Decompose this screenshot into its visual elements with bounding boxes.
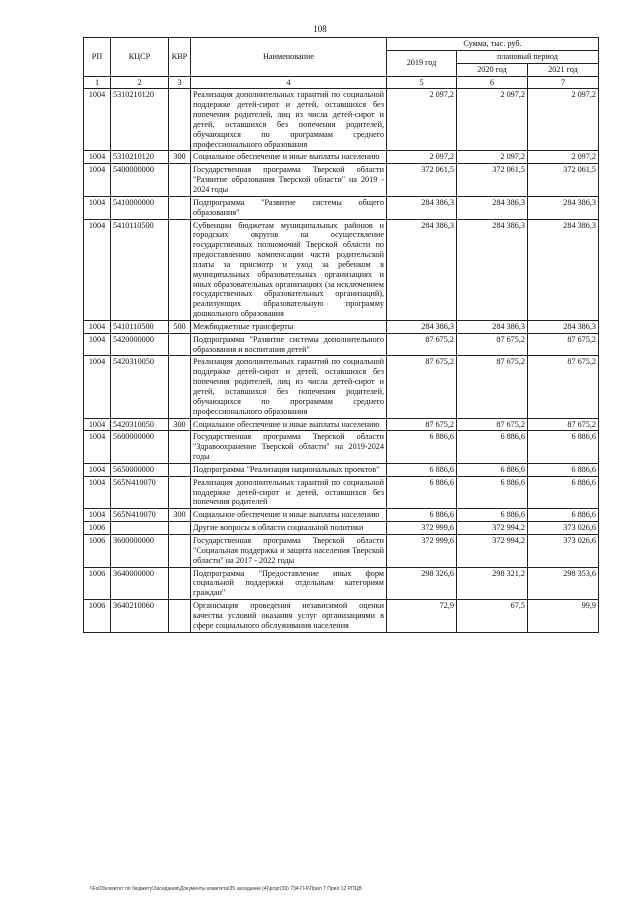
row-name: Реализация дополнительных гарантий по социальной поддержке детей-сирот и детей, оставшихся без попечения родителей, лиц из числа детей-сирот и детей, оставшихся без попечения родителей, обучающихся по программам среднего профессионального образования xyxy=(191,89,387,151)
row-kcsr: 5410000000 xyxy=(111,196,169,219)
row-value-2021: 284 386,3 xyxy=(528,320,599,333)
row-rp: 1004 xyxy=(84,320,111,333)
row-name: Государственная программа Тверской области "Здравоохранение Тверской области" на 2019-2024 годы xyxy=(191,431,387,464)
row-kvr xyxy=(169,356,191,418)
col-number: 7 xyxy=(528,76,599,89)
header-2021: 2021 год xyxy=(528,63,599,76)
row-value-2019: 6 886,6 xyxy=(387,509,457,522)
row-value-2019: 87 675,2 xyxy=(387,333,457,356)
row-kcsr: 3640000000 xyxy=(111,567,169,600)
table-row xyxy=(84,431,599,464)
table-row xyxy=(84,509,599,522)
row-kcsr: 5410110500 xyxy=(111,320,169,333)
budget-table xyxy=(83,37,599,633)
row-value-2019: 2 097,2 xyxy=(387,151,457,164)
row-value-2020: 6 886,6 xyxy=(457,476,528,509)
row-rp: 1004 xyxy=(84,219,111,320)
row-kcsr: 3640210060 xyxy=(111,600,169,633)
row-kcsr: 5420000000 xyxy=(111,333,169,356)
row-value-2020: 284 386,3 xyxy=(457,219,528,320)
row-name: Государственная программа Тверской области "Социальная поддержка и защита населения Тверской области" на 2017 - 2022 годы xyxy=(191,534,387,567)
row-value-2019: 284 386,3 xyxy=(387,196,457,219)
row-value-2020: 372 994,2 xyxy=(457,534,528,567)
row-value-2020: 67,5 xyxy=(457,600,528,633)
header-kcsr: КЦСР xyxy=(111,38,169,77)
table-row xyxy=(84,418,599,431)
row-name: Реализация дополнительных гарантий по социальной поддержке детей-сирот и детей, оставшихся без попечения родителей xyxy=(191,476,387,509)
row-kvr: 500 xyxy=(169,320,191,333)
row-kcsr: 565N410070 xyxy=(111,509,169,522)
col-number: 5 xyxy=(387,76,457,89)
row-value-2021: 372 061,5 xyxy=(528,164,599,197)
row-name: Субвенции бюджетам муниципальных районов и городских округов на осуществление государственных полномочий Тверской области по предоставлению компенсации части родительской платы за присмотр и уход за ребенком в муниципальных образовательных организациях и иных образовательных организациях (за исключением государственных образовательных организаций), реализующих образовательную программу дошкольного образования xyxy=(191,219,387,320)
row-value-2019: 87 675,2 xyxy=(387,356,457,418)
table-row xyxy=(84,164,599,197)
row-name: Подпрограмма "Реализация национальных проектов" xyxy=(191,463,387,476)
row-rp: 1006 xyxy=(84,567,111,600)
row-kcsr: 5310210120 xyxy=(111,89,169,151)
row-value-2020: 2 097,2 xyxy=(457,151,528,164)
col-number: 4 xyxy=(191,76,387,89)
row-value-2019: 72,9 xyxy=(387,600,457,633)
row-rp: 1004 xyxy=(84,463,111,476)
row-rp: 1004 xyxy=(84,333,111,356)
row-rp: 1006 xyxy=(84,522,111,535)
row-rp: 1004 xyxy=(84,476,111,509)
col-number: 6 xyxy=(457,76,528,89)
row-value-2019: 6 886,6 xyxy=(387,431,457,464)
column-numbers-row xyxy=(84,76,599,89)
row-kcsr: 5650000000 xyxy=(111,463,169,476)
row-value-2021: 284 386,3 xyxy=(528,196,599,219)
header-2019: 2019 год xyxy=(387,50,457,76)
row-name: Подпрограмма "Развитие системы общего образования" xyxy=(191,196,387,219)
header-name: Наименование xyxy=(191,38,387,77)
row-rp: 1004 xyxy=(84,196,111,219)
row-value-2021: 87 675,2 xyxy=(528,356,599,418)
row-rp: 1006 xyxy=(84,600,111,633)
row-rp: 1004 xyxy=(84,164,111,197)
row-value-2021: 6 886,6 xyxy=(528,509,599,522)
row-kcsr: 5400000000 xyxy=(111,164,169,197)
col-number: 1 xyxy=(84,76,111,89)
row-rp: 1006 xyxy=(84,534,111,567)
header-2020: 2020 год xyxy=(457,63,528,76)
row-kvr xyxy=(169,219,191,320)
row-kvr xyxy=(169,463,191,476)
table-row xyxy=(84,522,599,535)
row-name: Социальное обеспечение и иные выплаты населению xyxy=(191,151,387,164)
row-value-2019: 372 061,5 xyxy=(387,164,457,197)
table-row xyxy=(84,567,599,600)
row-name: Организация проведения независимой оценки качества условий оказания услуг организациями в сфере социального обслуживания населения xyxy=(191,600,387,633)
row-value-2019: 6 886,6 xyxy=(387,463,457,476)
row-value-2020: 2 097,2 xyxy=(457,89,528,151)
row-value-2021: 6 886,6 xyxy=(528,476,599,509)
row-value-2019: 6 886,6 xyxy=(387,476,457,509)
row-name: Другие вопросы в области социальной политики xyxy=(191,522,387,535)
row-value-2020: 6 886,6 xyxy=(457,431,528,464)
row-value-2020: 87 675,2 xyxy=(457,333,528,356)
table-header xyxy=(84,38,599,89)
row-value-2019: 87 675,2 xyxy=(387,418,457,431)
row-rp: 1004 xyxy=(84,356,111,418)
header-sum: Сумма, тыс. руб. xyxy=(387,38,599,51)
row-value-2019: 298 326,6 xyxy=(387,567,457,600)
row-kvr xyxy=(169,476,191,509)
row-kvr xyxy=(169,522,191,535)
row-kvr: 300 xyxy=(169,509,191,522)
row-rp: 1004 xyxy=(84,418,111,431)
row-value-2020: 372 061,5 xyxy=(457,164,528,197)
row-kcsr: 5420310050 xyxy=(111,356,169,418)
table-row xyxy=(84,534,599,567)
row-kcsr: 5310210120 xyxy=(111,151,169,164)
row-value-2021: 373 026,6 xyxy=(528,534,599,567)
row-kcsr: 3600000000 xyxy=(111,534,169,567)
col-number: 2 xyxy=(111,76,169,89)
page-number: 108 xyxy=(313,24,327,34)
row-value-2021: 373 026,6 xyxy=(528,522,599,535)
row-value-2019: 284 386,3 xyxy=(387,320,457,333)
row-value-2021: 99,9 xyxy=(528,600,599,633)
row-value-2020: 6 886,6 xyxy=(457,509,528,522)
table-row xyxy=(84,219,599,320)
table-row xyxy=(84,151,599,164)
row-value-2020: 87 675,2 xyxy=(457,418,528,431)
row-name: Социальное обеспечение и иные выплаты населению xyxy=(191,509,387,522)
row-value-2021: 87 675,2 xyxy=(528,333,599,356)
header-rp: РП xyxy=(84,38,111,77)
col-number: 3 xyxy=(169,76,191,89)
row-value-2021: 2 097,2 xyxy=(528,151,599,164)
table-body xyxy=(84,89,599,632)
row-name: Подпрограмма "Предоставление иных форм социальной поддержки отдельным категориям граждан" xyxy=(191,567,387,600)
row-value-2019: 372 999,6 xyxy=(387,534,457,567)
row-rp: 1004 xyxy=(84,431,111,464)
row-value-2021: 284 386,3 xyxy=(528,219,599,320)
table-row xyxy=(84,600,599,633)
row-kcsr: 5410110500 xyxy=(111,219,169,320)
row-value-2020: 284 386,3 xyxy=(457,196,528,219)
table-row xyxy=(84,89,599,151)
table-row xyxy=(84,463,599,476)
row-value-2020: 6 886,6 xyxy=(457,463,528,476)
row-value-2020: 372 994,2 xyxy=(457,522,528,535)
row-kvr xyxy=(169,196,191,219)
row-name: Межбюджетные трансферты xyxy=(191,320,387,333)
row-kvr xyxy=(169,333,191,356)
header-kvr: КВР xyxy=(169,38,191,77)
table-row xyxy=(84,196,599,219)
row-kvr xyxy=(169,567,191,600)
row-rp: 1004 xyxy=(84,151,111,164)
row-value-2019: 372 999,6 xyxy=(387,522,457,535)
table-row xyxy=(84,476,599,509)
row-value-2021: 6 886,6 xyxy=(528,463,599,476)
row-value-2021: 6 886,6 xyxy=(528,431,599,464)
row-name: Социальное обеспечение и иные выплаты населению xyxy=(191,418,387,431)
row-name: Реализация дополнительных гарантий по социальной поддержке детей-сирот и детей, оставшихся без попечения родителей, лиц из числа детей-сирот и детей, оставшихся без попечения родителей, обучающихся по программам среднего профессионального образования xyxy=(191,356,387,418)
row-name: Подпрограмма "Развитие системы дополнительного образования и воспитания детей" xyxy=(191,333,387,356)
row-value-2020: 298 321,2 xyxy=(457,567,528,600)
row-kvr: 300 xyxy=(169,151,191,164)
row-kcsr xyxy=(111,522,169,535)
row-kvr xyxy=(169,600,191,633)
row-value-2019: 284 386,3 xyxy=(387,219,457,320)
row-value-2021: 87 675,2 xyxy=(528,418,599,431)
table-row xyxy=(84,356,599,418)
row-value-2019: 2 097,2 xyxy=(387,89,457,151)
file-path-footer: \\Fs03\комитет по бюджету\Заседания\Документы комитета\35 заседание (4)\pr\pr(39) 734-П-6\Прил 7 Прил 12 РПЦВ xyxy=(90,886,362,892)
row-kvr: 300 xyxy=(169,418,191,431)
row-value-2021: 2 097,2 xyxy=(528,89,599,151)
row-kvr xyxy=(169,164,191,197)
row-kvr xyxy=(169,431,191,464)
table-row xyxy=(84,333,599,356)
row-value-2020: 87 675,2 xyxy=(457,356,528,418)
row-rp: 1004 xyxy=(84,89,111,151)
row-kvr xyxy=(169,534,191,567)
row-value-2020: 284 386,3 xyxy=(457,320,528,333)
row-kcsr: 5420310050 xyxy=(111,418,169,431)
row-value-2021: 298 353,6 xyxy=(528,567,599,600)
header-planned: плановый период xyxy=(457,50,599,63)
row-rp: 1004 xyxy=(84,509,111,522)
row-kcsr: 5600000000 xyxy=(111,431,169,464)
table-row xyxy=(84,320,599,333)
row-kvr xyxy=(169,89,191,151)
row-name: Государственная программа Тверской области "Развитие образования Тверской области" на 2019 - 2024 годы xyxy=(191,164,387,197)
row-kcsr: 565N410070 xyxy=(111,476,169,509)
